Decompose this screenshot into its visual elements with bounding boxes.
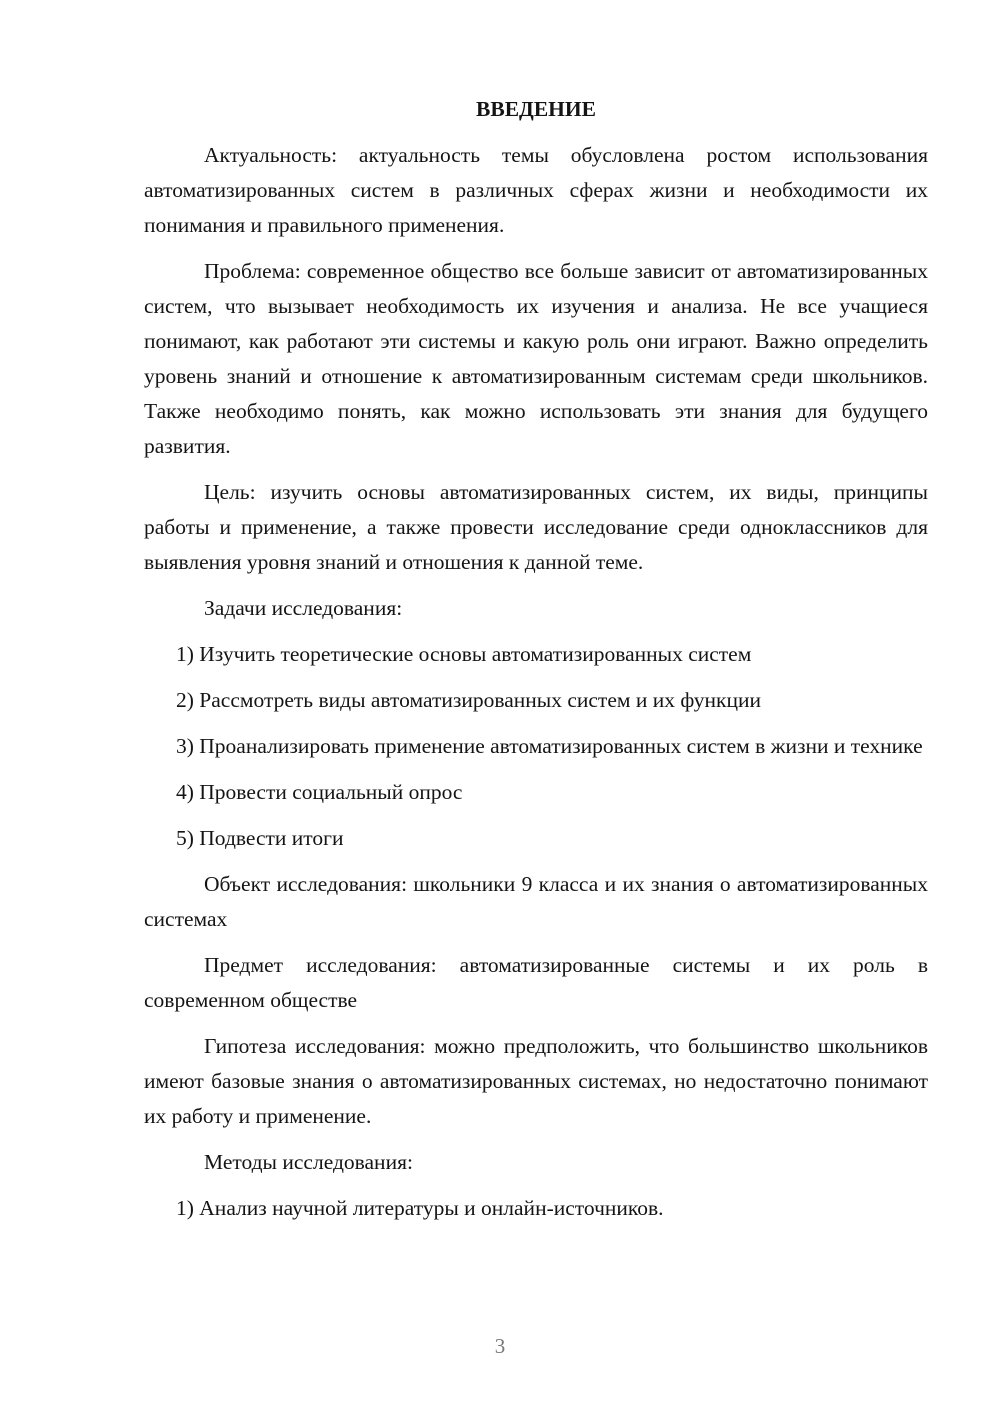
paragraph-methods-heading: Методы исследования: — [204, 1150, 413, 1174]
paragraph-subject: Предмет исследования: автоматизированные системы и их роль в современном обществе — [144, 953, 928, 1012]
list-item-task-5: 5) Подвести итоги — [176, 826, 344, 850]
page-number: 3 — [494, 1334, 506, 1358]
list-item-task-2: 2) Рассмотреть виды автоматизированных систем и их функции — [176, 688, 761, 712]
paragraph-relevance: Актуальность: актуальность темы обусловлена ростом использования автоматизированных систем в различных сферах жизни и необходимости их понимания и правильного применения. — [144, 143, 928, 237]
paragraph-tasks-heading: Задачи исследования: — [204, 596, 403, 620]
list-item-task-4: 4) Провести социальный опрос — [176, 780, 463, 804]
section-title: ВВЕДЕНИЕ — [476, 97, 596, 121]
list-item-task-3: 3) Проанализировать применение автоматизированных систем в жизни и технике — [176, 734, 923, 758]
list-item-method-1: 1) Анализ научной литературы и онлайн-источников. — [176, 1196, 664, 1220]
paragraph-hypothesis: Гипотеза исследования: можно предположить, что большинство школьников имеют базовые знания о автоматизированных системах, но недостаточно понимают их работу и применение. — [144, 1034, 928, 1128]
paragraph-goal: Цель: изучить основы автоматизированных систем, их виды, принципы работы и применение, а также провести исследование среди одноклассников для выявления уровня знаний и отношения к данной теме. — [144, 480, 928, 574]
paragraph-problem: Проблема: современное общество все больше зависит от автоматизированных систем, что вызывает необходимость их изучения и анализа. Не все учащиеся понимают, как работают эти системы и какую роль они играют. Важно определить уровень знаний и отношение к автоматизированным системам среди школьников. Также необходимо понять, как можно использовать эти знания для будущего развития. — [144, 259, 928, 458]
document-page — [144, 92, 928, 1237]
list-item-task-1: 1) Изучить теоретические основы автоматизированных систем — [176, 642, 752, 666]
paragraph-object: Объект исследования: школьники 9 класса и их знания о автоматизированных системах — [144, 872, 928, 931]
